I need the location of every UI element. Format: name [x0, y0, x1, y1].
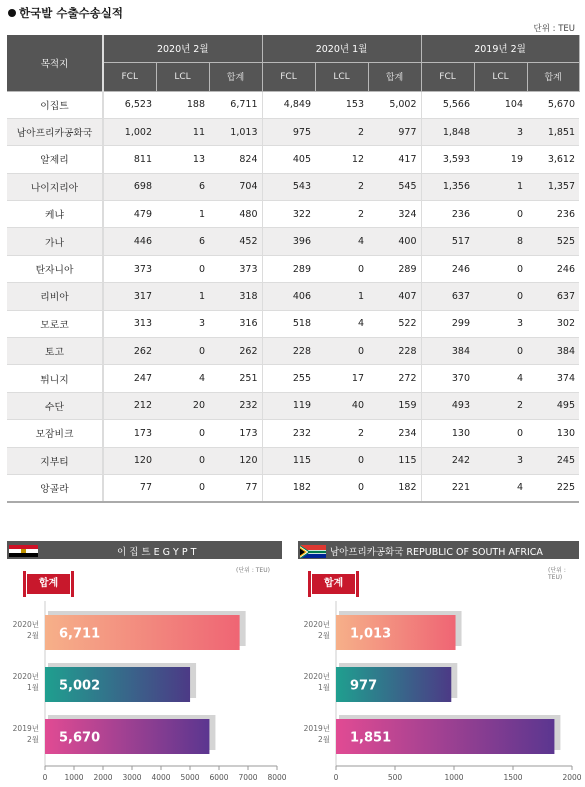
value-cell: 0 — [474, 420, 527, 447]
value-cell: 543 — [262, 173, 315, 200]
table-row — [7, 118, 579, 145]
value-cell: 316 — [209, 310, 262, 337]
destination-cell: 알제리 — [7, 146, 103, 173]
value-cell: 0 — [474, 283, 527, 310]
value-cell: 130 — [421, 420, 474, 447]
value-cell: 17 — [315, 365, 368, 392]
value-cell: 6,711 — [209, 91, 262, 118]
destination-cell: 앙골라 — [7, 474, 103, 501]
value-cell: 824 — [209, 146, 262, 173]
x-tick-label: 2000 — [562, 773, 582, 782]
destination-cell: 토고 — [7, 338, 103, 365]
category-label: 2020년 — [303, 672, 330, 681]
value-cell: 0 — [156, 255, 209, 282]
value-cell: 245 — [527, 447, 579, 474]
bar-value-label: 6,711 — [59, 626, 101, 642]
value-cell: 0 — [156, 474, 209, 501]
category-label: 2월 — [26, 735, 39, 744]
value-cell: 373 — [209, 255, 262, 282]
value-cell: 3 — [156, 310, 209, 337]
table-row — [7, 201, 579, 228]
x-tick-label: 4000 — [151, 773, 171, 782]
value-cell: 493 — [421, 392, 474, 419]
x-tick-label: 3000 — [122, 773, 142, 782]
destination-cell: 이집트 — [7, 91, 103, 118]
value-cell: 212 — [103, 392, 156, 419]
value-cell: 384 — [527, 338, 579, 365]
value-cell: 4 — [156, 365, 209, 392]
value-cell: 255 — [262, 365, 315, 392]
destination-cell: 수단 — [7, 392, 103, 419]
value-cell: 0 — [315, 447, 368, 474]
value-cell: 20 — [156, 392, 209, 419]
value-cell: 975 — [262, 118, 315, 145]
table-row — [7, 146, 579, 173]
value-cell: 246 — [527, 255, 579, 282]
value-cell: 518 — [262, 310, 315, 337]
value-cell: 1,002 — [103, 118, 156, 145]
bar-value-label: 5,002 — [59, 678, 101, 694]
total-badge: 합계 — [312, 574, 355, 594]
value-cell: 1 — [156, 283, 209, 310]
value-cell: 698 — [103, 173, 156, 200]
value-cell: 1,013 — [209, 118, 262, 145]
table-row — [7, 447, 579, 474]
value-cell: 405 — [262, 146, 315, 173]
value-cell: 1,356 — [421, 173, 474, 200]
destination-cell: 모잠비크 — [7, 420, 103, 447]
table-row — [7, 474, 579, 501]
value-cell: 446 — [103, 228, 156, 255]
value-cell: 384 — [421, 338, 474, 365]
value-cell: 370 — [421, 365, 474, 392]
value-cell: 262 — [209, 338, 262, 365]
value-cell: 130 — [527, 420, 579, 447]
destination-cell: 케냐 — [7, 201, 103, 228]
value-cell: 173 — [103, 420, 156, 447]
value-cell: 40 — [315, 392, 368, 419]
value-cell: 251 — [209, 365, 262, 392]
value-cell: 1,357 — [527, 173, 579, 200]
value-cell: 242 — [421, 447, 474, 474]
value-cell: 120 — [103, 447, 156, 474]
x-tick-label: 2000 — [93, 773, 113, 782]
bar-value-label: 1,851 — [350, 730, 392, 746]
value-cell: 6,523 — [103, 91, 156, 118]
egypt-bar-chart — [7, 541, 287, 787]
table-row — [7, 310, 579, 337]
value-cell: 182 — [368, 474, 421, 501]
value-cell: 2 — [315, 118, 368, 145]
value-cell: 322 — [262, 201, 315, 228]
bar-value-label: 1,013 — [350, 626, 392, 642]
category-label: 2020년 — [303, 620, 330, 629]
table-row — [7, 173, 579, 200]
table-row — [7, 365, 579, 392]
destination-cell: 모로코 — [7, 310, 103, 337]
period-header: 2020년 1월 — [262, 35, 421, 62]
chart-title: 이 집 트 E G Y P T — [117, 547, 197, 558]
value-cell: 232 — [209, 392, 262, 419]
value-cell: 480 — [209, 201, 262, 228]
sub-header: LCL — [474, 62, 527, 91]
total-badge: 합계 — [27, 574, 70, 594]
value-cell: 302 — [527, 310, 579, 337]
bar-value-label: 5,670 — [59, 730, 101, 746]
value-cell: 221 — [421, 474, 474, 501]
value-cell: 13 — [156, 146, 209, 173]
value-cell: 3,612 — [527, 146, 579, 173]
category-label: 2020년 — [12, 672, 39, 681]
sub-header: 합계 — [527, 62, 579, 91]
value-cell: 153 — [315, 91, 368, 118]
value-cell: 4 — [474, 365, 527, 392]
value-cell: 3 — [474, 310, 527, 337]
value-cell: 1,848 — [421, 118, 474, 145]
table-row — [7, 91, 579, 118]
value-cell: 0 — [315, 474, 368, 501]
page-title: 한국발 수출수송실적 — [8, 5, 123, 21]
category-label: 2020년 — [12, 620, 39, 629]
category-label: 2019년 — [12, 724, 39, 733]
unit-label: 단위 : TEU — [533, 24, 575, 34]
value-cell: 406 — [262, 283, 315, 310]
value-cell: 225 — [527, 474, 579, 501]
value-cell: 232 — [262, 420, 315, 447]
x-tick-label: 500 — [387, 773, 403, 782]
x-tick-label: 8000 — [267, 773, 287, 782]
value-cell: 173 — [209, 420, 262, 447]
x-tick-label: 0 — [42, 773, 48, 782]
value-cell: 479 — [103, 201, 156, 228]
destination-cell: 탄자니아 — [7, 255, 103, 282]
value-cell: 313 — [103, 310, 156, 337]
value-cell: 104 — [474, 91, 527, 118]
x-tick-label: 6000 — [209, 773, 229, 782]
value-cell: 299 — [421, 310, 474, 337]
value-cell: 1,851 — [527, 118, 579, 145]
value-cell: 247 — [103, 365, 156, 392]
south-africa-bar-chart — [298, 541, 582, 787]
destination-cell: 튀니지 — [7, 365, 103, 392]
value-cell: 396 — [262, 228, 315, 255]
sub-header: FCL — [103, 62, 156, 91]
value-cell: 0 — [315, 255, 368, 282]
value-cell: 0 — [315, 338, 368, 365]
value-cell: 704 — [209, 173, 262, 200]
value-cell: 0 — [474, 255, 527, 282]
value-cell: 6 — [156, 228, 209, 255]
value-cell: 4 — [315, 310, 368, 337]
value-cell: 246 — [421, 255, 474, 282]
value-cell: 0 — [156, 338, 209, 365]
value-cell: 317 — [103, 283, 156, 310]
value-cell: 517 — [421, 228, 474, 255]
destination-cell: 남아프리카공화국 — [7, 118, 103, 145]
value-cell: 6 — [156, 173, 209, 200]
value-cell: 0 — [474, 338, 527, 365]
period-header: 2020년 2월 — [103, 35, 262, 62]
value-cell: 236 — [527, 201, 579, 228]
value-cell: 5,002 — [368, 91, 421, 118]
value-cell: 115 — [262, 447, 315, 474]
value-cell: 120 — [209, 447, 262, 474]
value-cell: 1 — [474, 173, 527, 200]
category-label: 2019년 — [303, 724, 330, 733]
sub-header: FCL — [421, 62, 474, 91]
value-cell: 11 — [156, 118, 209, 145]
bullet-icon — [8, 9, 16, 17]
value-cell: 234 — [368, 420, 421, 447]
table-row — [7, 420, 579, 447]
x-tick-label: 1000 — [64, 773, 84, 782]
destination-cell: 가나 — [7, 228, 103, 255]
table-row — [7, 283, 579, 310]
chart-unit: (단위 : TEU) — [236, 567, 270, 574]
value-cell: 236 — [421, 201, 474, 228]
value-cell: 525 — [527, 228, 579, 255]
x-tick-label: 1500 — [503, 773, 523, 782]
value-cell: 811 — [103, 146, 156, 173]
sub-header: 합계 — [368, 62, 421, 91]
value-cell: 182 — [262, 474, 315, 501]
x-tick-label: 7000 — [238, 773, 258, 782]
value-cell: 4,849 — [262, 91, 315, 118]
value-cell: 545 — [368, 173, 421, 200]
value-cell: 77 — [103, 474, 156, 501]
category-label: 2월 — [317, 631, 330, 640]
value-cell: 1 — [315, 283, 368, 310]
value-cell: 2 — [315, 420, 368, 447]
value-cell: 0 — [474, 201, 527, 228]
value-cell: 12 — [315, 146, 368, 173]
chart-title: 남아프리카공화국 REPUBLIC OF SOUTH AFRICA — [330, 547, 543, 558]
table-row — [7, 255, 579, 282]
sub-header: LCL — [315, 62, 368, 91]
value-cell: 8 — [474, 228, 527, 255]
value-cell: 115 — [368, 447, 421, 474]
category-label: 2월 — [317, 735, 330, 744]
table-row — [7, 392, 579, 419]
destination-cell: 리비아 — [7, 283, 103, 310]
value-cell: 4 — [315, 228, 368, 255]
value-cell: 400 — [368, 228, 421, 255]
value-cell: 0 — [156, 420, 209, 447]
value-cell: 324 — [368, 201, 421, 228]
value-cell: 495 — [527, 392, 579, 419]
x-tick-label: 0 — [333, 773, 339, 782]
value-cell: 19 — [474, 146, 527, 173]
sub-header: FCL — [262, 62, 315, 91]
bar-value-label: 977 — [350, 678, 378, 694]
destination-cell: 나이지리아 — [7, 173, 103, 200]
value-cell: 417 — [368, 146, 421, 173]
period-header: 2019년 2월 — [421, 35, 579, 62]
value-cell: 1 — [156, 201, 209, 228]
value-cell: 3 — [474, 447, 527, 474]
value-cell: 4 — [474, 474, 527, 501]
value-cell: 159 — [368, 392, 421, 419]
value-cell: 228 — [368, 338, 421, 365]
table-row — [7, 228, 579, 255]
value-cell: 637 — [421, 283, 474, 310]
dest-header: 목적지 — [7, 35, 103, 91]
value-cell: 407 — [368, 283, 421, 310]
sub-header: 합계 — [209, 62, 262, 91]
value-cell: 289 — [262, 255, 315, 282]
value-cell: 5,566 — [421, 91, 474, 118]
category-label: 2월 — [26, 631, 39, 640]
value-cell: 3 — [474, 118, 527, 145]
value-cell: 77 — [209, 474, 262, 501]
value-cell: 452 — [209, 228, 262, 255]
export-table — [7, 35, 580, 503]
value-cell: 374 — [527, 365, 579, 392]
value-cell: 5,670 — [527, 91, 579, 118]
value-cell: 272 — [368, 365, 421, 392]
category-label: 1월 — [26, 683, 39, 692]
value-cell: 0 — [156, 447, 209, 474]
egypt-chart-panel — [7, 541, 287, 787]
value-cell: 522 — [368, 310, 421, 337]
value-cell: 637 — [527, 283, 579, 310]
value-cell: 3,593 — [421, 146, 474, 173]
value-cell: 228 — [262, 338, 315, 365]
value-cell: 2 — [315, 201, 368, 228]
category-label: 1월 — [317, 683, 330, 692]
value-cell: 373 — [103, 255, 156, 282]
value-cell: 262 — [103, 338, 156, 365]
value-cell: 2 — [474, 392, 527, 419]
value-cell: 977 — [368, 118, 421, 145]
value-cell: 2 — [315, 173, 368, 200]
value-cell: 318 — [209, 283, 262, 310]
south-africa-chart-panel — [298, 541, 582, 787]
destination-cell: 지부티 — [7, 447, 103, 474]
x-tick-label: 1000 — [444, 773, 464, 782]
sub-header: LCL — [156, 62, 209, 91]
chart-unit: (단위 : TEU) — [548, 567, 566, 581]
x-tick-label: 5000 — [180, 773, 200, 782]
value-cell: 188 — [156, 91, 209, 118]
value-cell: 289 — [368, 255, 421, 282]
value-cell: 119 — [262, 392, 315, 419]
table-row — [7, 338, 579, 365]
